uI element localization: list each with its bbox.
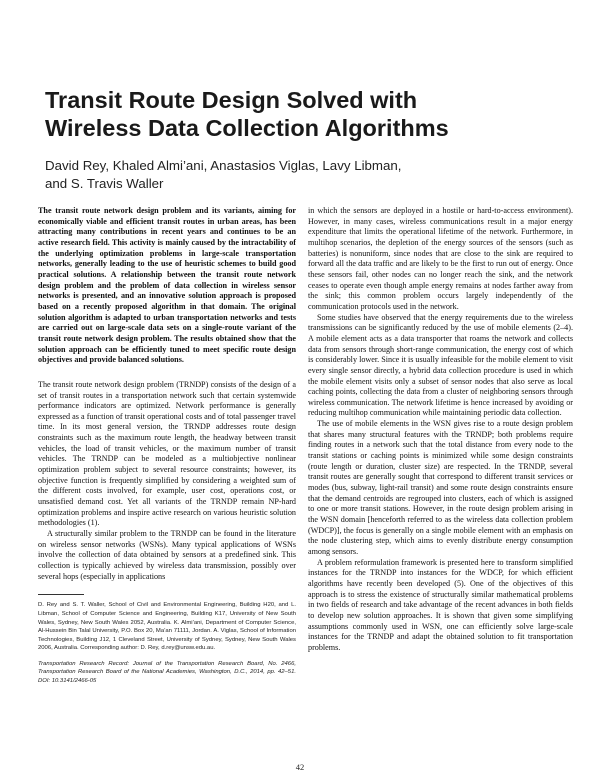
author-list xyxy=(45,157,565,192)
abstract xyxy=(38,206,296,366)
footnote-divider xyxy=(38,594,84,595)
body-paragraph: The use of mobile elements in the WSN gives rise to a route design problem that shares many structural features with the TRNDP; both problems require finding routes in a network such that the total distance from every node to the transit stations or caching points is minimized while some design constraints (route length or duration, cluster size) are respected. In the TRNDP, several transit routes are generally sought that correspond to different transit services or modes (bus, subway, light-rail transit) and some route design constraints ensure that the demand centroids are regrouped into clusters, each of which is assigned to one or more transit stations. However, in the route design problem arising in the WSN domain [henceforth referred to as the wireless data collection problem (WDCP)], the focus is generally on a single mobile element with an emphasis on the node clustering step, which aims to evenly distribute energy consumption among sensors. xyxy=(308,419,573,556)
left-column xyxy=(38,206,296,693)
author-line: and S. Travis Waller xyxy=(45,175,164,191)
right-column xyxy=(308,206,573,654)
introduction-text xyxy=(38,380,296,582)
author-line: David Rey, Khaled Almi’ani, Anastasios Viglas, Lavy Libman, xyxy=(45,158,402,173)
right-column-text xyxy=(308,206,573,654)
paper-title xyxy=(45,86,565,142)
paper-title-line: Wireless Data Collection Algorithms xyxy=(45,115,449,141)
abstract-text: The transit route network design problem and its variants, aiming for economically viable and efficient transit routes in urban areas, has been attracting many contributions in recent years and continues to be an active research field. This activity is mainly caused by the intractability of the underlying optimization problems in large-scale transportation networks, generally leading to the use of heuristic schemes to build good practical solutions. A relationship between the transit route network design problem and the problem of data collection in wireless sensor networks is presented, and an innovative solution approach is proposed based on a recently proposed algorithm in that domain. The original solution algorithm is adapted to urban transportation networks and tests are carried out on large-scale data sets on a single-route variant of the transit route network design problem. The results obtained show that the solution approach can be efficiently tuned to meet specific route design objectives and provide balanced solutions. xyxy=(38,206,296,365)
body-paragraph: A structurally similar problem to the TRNDP can be found in the literature on wireless sensor networks (WSNs). Many typical applications of WSNs involve the collection of data obtained by sensors at a predefined sink. This collection is typically achieved by wireless data transmission, possibly over several hops (especially in applications xyxy=(38,529,296,581)
page-number: 42 xyxy=(295,762,305,772)
body-paragraph: A problem reformulation framework is presented here to transform simplified instances for the TRNDP into instances for the WDCP, for which efficient algorithms have recently been developed (5). One of the objectives of this approach is to stress the existence of structurally similar mathematical problems in two fields of research and take advantage of the recent advances in both fields to develop new solution approaches. It is shown that given some simplifying assumptions commonly used in WSN, one can efficiently solve large-scale instances for the TRNDP and adapt the obtained solution to fit transportation problems. xyxy=(308,557,573,652)
body-paragraph: in which the sensors are deployed in a hostile or hard-to-access environment). However, in many cases, wireless communications result in a major energy expenditure that limits the operational lifetime of the network. Furthermore, in multihop scenarios, the depletion of the energy sources of the sensors (such as batteries) is nonuniform, since nodes that are close to the sink are required to forward all the data traffic and are likely to be the first to run out of energy. Once these sensors fail, other nodes can no longer reach the sink, and the network ceases to operate even though ample energy remains at nodes farther away from the sink; this common problem occurs largely independently of the communication protocols used in the network. xyxy=(308,206,573,311)
body-paragraph: The transit route network design problem (TRNDP) consists of the design of a set of transit routes in a transportation network such that certain systemwide performance indicators are optimized. Network performance is generally expressed as a function of transit operational costs and of total passenger travel time. In its most general version, the TRNDP addresses route design constraints such as the maximum route length, the headway between transit vehicles, the load of transit vehicles, or the maximum number of transit vehicles. The TRNDP can be modeled as a multiobjective nonlinear optimization problem subject to several resource constraints; however, its objective function is frequently simplified by considering a weighted sum of the different costs involved, for example, user cost, operations cost, or unsatisfied demand cost. Yet all variants of the TRNDP remain NP-hard optimization problems and inspire active research on various heuristic solution methodologies (1). xyxy=(38,379,296,528)
body-paragraph: Some studies have observed that the energy requirements due to the wireless transmissions can be significantly reduced by the use of mobile elements (2–4). A mobile element acts as a data transporter that roams the network and collects data from sensors through short-range communication, the energy cost of which is considerably lower. Since it is usually infeasible for the mobile element to visit every single sensor directly, a hybrid data collection procedure is used in which the mobile element visits only a subset of sensor nodes that also serve as local caching points, collecting the data from a cluster of neighboring sensors through wireless communication. The network lifetime is hence increased by avoiding or reducing multihop communication while maintaining periodic data collection. xyxy=(308,312,573,418)
author-affiliations-footnote: D. Rey and S. T. Waller, School of Civil and Environmental Engineering, Building H20, and L. Libman, School of Computer Science and Engineering, Building K17, University of New South Wales, Sydney, New South Wales 2052, Australia. K. Almi’ani, Department of Computer Science, Al-Hussein Bin Talal University, P.O. Box 20, Ma’an 71111, Jordan. A. Viglas, School of Information Technologies, Building J12, 1 Cleveland Street, University of Sydney, Sydney, New South Wales 2006, Australia. Corresponding author: D. Rey, d.rey@unsw.edu.au. xyxy=(38,602,296,652)
paper-title-line: Transit Route Design Solved with xyxy=(45,87,418,113)
citation-footnote: Transportation Research Record: Journal of the Transportation Research Board, No. 2466, Transportation Research Board of the National Academies, Washington, D.C., 2014, pp. 42–51. DOI: 10.3141/2466-05 xyxy=(38,660,296,685)
